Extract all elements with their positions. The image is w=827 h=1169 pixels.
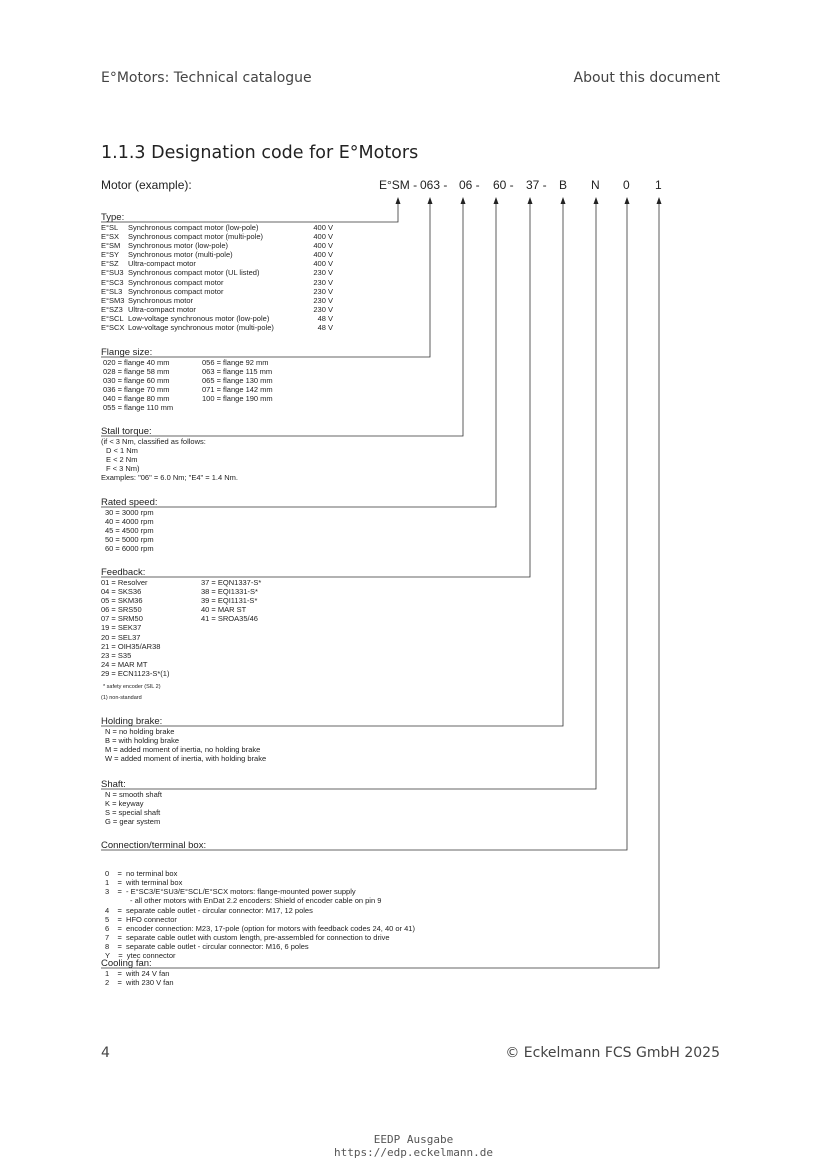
code-part-flange: 063 -	[420, 178, 448, 192]
arrow-feedback	[528, 197, 533, 204]
section-shaft-heading: Shaft:	[101, 779, 126, 790]
arrow-torque	[461, 197, 466, 204]
type-voltages: 400 V 400 V 400 V 400 V 400 V 230 V 230 V 230 V 230 V 230 V 48 V 48 V	[313, 223, 333, 333]
header-right: About this document	[573, 70, 720, 86]
stamp-line1: EEDP Ausgabe	[373, 1133, 454, 1146]
edition-stamp	[0, 1133, 827, 1159]
header-left: E°Motors: Technical catalogue	[101, 70, 312, 86]
feedback-col2: 37 = EQN1337-S* 38 = EQI1331-S* 39 = EQI1131-S* 40 = MAR ST 41 = SROA35/46	[201, 578, 262, 624]
code-part-torque: 06 -	[459, 178, 480, 192]
code-part-type: E°SM -	[379, 178, 418, 192]
arrow-flange	[428, 197, 433, 204]
section-box-heading: Connection/terminal box:	[101, 840, 207, 851]
arrow-brake	[561, 197, 566, 204]
section-type-heading: Type:	[101, 212, 125, 223]
code-part-speed: 60 -	[493, 178, 514, 192]
box-lines: 0 = no terminal box 1 = with terminal box 3 = - E°SC3/E°SU3/E°SCL/E°SCX motors: flange-mounted power supply - all other motors with EnDat 2.2 encoders: Shield of encoder cable on pin 9 4 = separate cable outlet - circular connector: M17, 12 poles 5 = HFO connector 6 = encoder connection: M23, 17-pole (option for motors with feedback codes 24, 40 or 41) 7 = separate cable outlet with custom length, pre-assembled for connection to drive 8 = separate cable outlet - circular connector: M16, 6 poles Y = ytec connector	[105, 869, 415, 961]
feedback-note-nonstandard: (1) non-standard	[101, 695, 142, 701]
arrow-type	[396, 197, 401, 204]
section-speed-heading: Rated speed:	[101, 497, 158, 508]
flange-col1: 020 = flange 40 mm 028 = flange 58 mm 030 = flange 60 mm 036 = flange 70 mm 040 = flange 80 mm 055 = flange 110 mm	[103, 358, 174, 413]
arrow-speed	[494, 197, 499, 204]
feedback-col1: 01 = Resolver 04 = SKS36 05 = SKM36 06 = SRS50 07 = SRM50 19 = SEK37 20 = SEL37 21 = OIH35/AR38 23 = S35 24 = MAR MT 29 = ECN1123-S*(1)	[101, 578, 170, 678]
page-number: 4	[101, 1045, 110, 1061]
code-part-box: 0	[623, 178, 630, 192]
fan-lines: 1 = with 24 V fan 2 = with 230 V fan	[105, 969, 174, 988]
arrow-box	[625, 197, 630, 204]
code-part-brake: B	[559, 178, 568, 192]
shaft-lines: N = smooth shaft K = keyway S = special shaft G = gear system	[105, 790, 162, 827]
section-flange-heading: Flange size:	[101, 347, 153, 358]
brake-lines: N = no holding brake B = with holding brake M = added moment of inertia, no holding brake W = added moment of inertia, with holding brake	[105, 727, 267, 764]
page-title: 1.1.3 Designation code for E°Motors	[101, 143, 419, 163]
copyright: © Eckelmann FCS GmbH 2025	[505, 1045, 720, 1061]
section-brake-heading: Holding brake:	[101, 716, 163, 727]
section-feedback-heading: Feedback:	[101, 567, 146, 578]
torque-lines: (if < 3 Nm, classified as follows: D < 1 Nm E < 2 Nm F < 3 Nm) Examples: "06" = 6.0 Nm; "E4" = 1.4 Nm.	[101, 437, 238, 483]
section-fan-heading: Cooling fan:	[101, 958, 152, 969]
type-descriptions: Synchronous compact motor (low-pole) Synchronous compact motor (multi-pole) Synchronous motor (low-pole) Synchronous motor (multi-pole) Ultra-compact motor Synchronous compact motor (UL listed) Synchronous compact motor Synchronous compact motor Synchronous motor Ultra-compact motor Low-voltage synchronous motor (low-pole) Low-voltage synchronous motor (multi-pole)	[128, 223, 274, 333]
flange-col2: 056 = flange 92 mm 063 = flange 115 mm 065 = flange 130 mm 071 = flange 142 mm 100 = flange 190 mm	[202, 358, 273, 404]
type-codes: E°SL E°SX E°SM E°SY E°SZ E°SU3 E°SC3 E°SL3 E°SM3 E°SZ3 E°SCL E°SCX	[101, 223, 125, 333]
arrow-fan	[657, 197, 662, 204]
feedback-note-safety: * safety encoder (SIL 2)	[103, 684, 161, 690]
speed-lines: 30 = 3000 rpm 40 = 4000 rpm 45 = 4500 rpm 50 = 5000 rpm 60 = 6000 rpm	[105, 508, 154, 554]
stamp-line2: https://edp.eckelmann.de	[334, 1146, 493, 1159]
section-torque-heading: Stall torque:	[101, 426, 152, 437]
code-part-shaft: N	[591, 178, 600, 192]
example-label: Motor (example):	[101, 178, 192, 192]
arrow-shaft	[594, 197, 599, 204]
code-part-feedback: 37 -	[526, 178, 547, 192]
code-part-fan: 1	[655, 178, 662, 192]
